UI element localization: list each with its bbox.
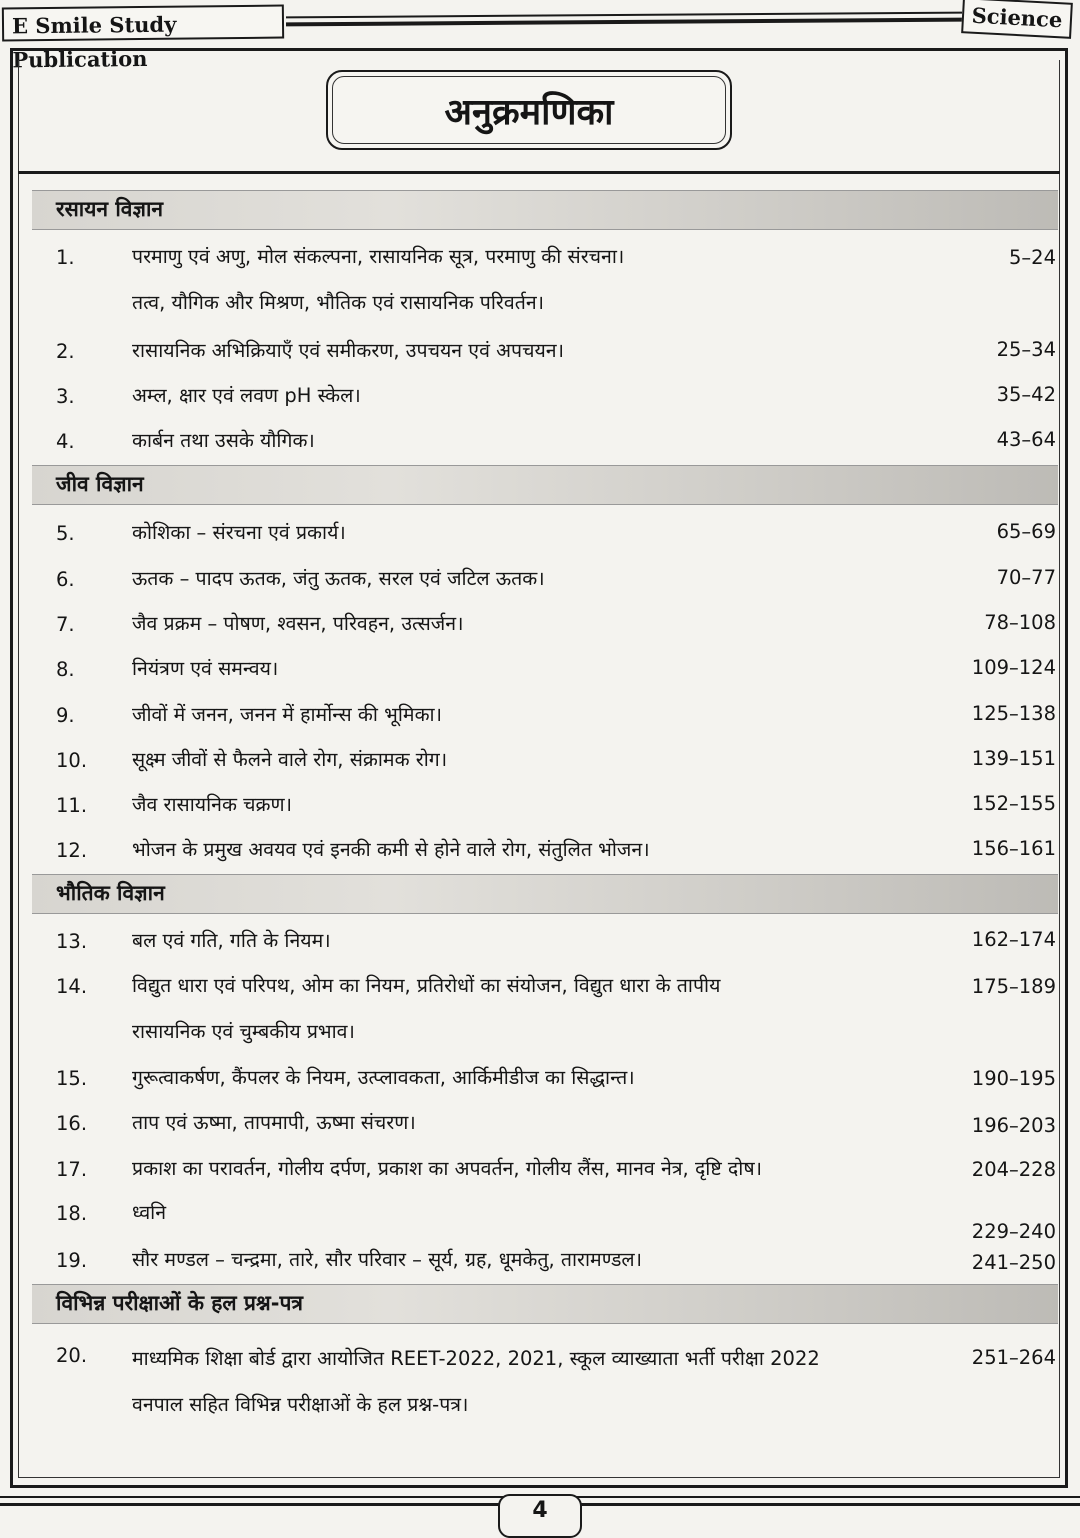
entry-pages: 43–64 <box>996 428 1056 451</box>
entry-number: 5. <box>56 522 75 545</box>
entry-number: 20. <box>56 1344 88 1367</box>
entry-pages: 152–155 <box>971 792 1056 815</box>
entry-number: 13. <box>56 930 88 953</box>
entry-title: भोजन के प्रमुख अवयव एवं इनकी कमी से होने वाले रोग, संतुलित भोजन। <box>132 838 650 861</box>
entry-title: जैव रासायनिक चक्रण। <box>132 793 292 816</box>
entry-number: 15. <box>56 1067 88 1090</box>
entry-pages: 109–124 <box>971 656 1056 679</box>
page-number: 4 <box>498 1494 582 1538</box>
entry-title-cont: रासायनिक एवं चुम्बकीय प्रभाव। <box>132 1020 355 1043</box>
page-title: अनुक्रमणिका <box>332 76 726 144</box>
entry-title: परमाणु एवं अणु, मोल संकल्पना, रासायनिक सूत्र, परमाणु की संरचना। <box>132 245 625 268</box>
entry-title: विद्युत धारा एवं परिपथ, ओम का नियम, प्रतिरोधों का संयोजन, विद्युत धारा के तापीय <box>132 974 721 997</box>
entry-number: 12. <box>56 839 88 862</box>
entry-pages: 70–77 <box>996 566 1056 589</box>
entry-title: गुरूत्वाकर्षण, कैंपलर के नियम, उत्प्लावकता, आर्किमीडीज का सिद्धान्त। <box>132 1066 635 1089</box>
entry-title: ताप एवं ऊष्मा, तापमापी, ऊष्मा संचरण। <box>132 1111 416 1134</box>
entry-number: 14. <box>56 975 88 998</box>
section-header-physics <box>32 874 1058 914</box>
entry-number: 11. <box>56 794 88 817</box>
publisher-label: E Smile Study Publication <box>2 5 284 42</box>
entry-pages: 139–151 <box>971 747 1056 770</box>
entry-pages: 229–240 <box>971 1220 1056 1243</box>
entry-title: ध्वनि <box>132 1201 167 1224</box>
entry-number: 9. <box>56 704 75 727</box>
entry-pages: 5–24 <box>1009 246 1056 269</box>
entry-pages: 162–174 <box>971 928 1056 951</box>
title-box <box>326 70 732 150</box>
entry-title: सूक्ष्म जीवों से फैलने वाले रोग, संक्रामक रोग। <box>132 748 448 771</box>
section-title: विभिन्न परीक्षाओं के हल प्रश्न-पत्र <box>56 1291 303 1315</box>
entry-title: ऊतक – पादप ऊतक, जंतु ऊतक, सरल एवं जटिल ऊतक। <box>132 567 545 590</box>
entry-title: माध्यमिक शिक्षा बोर्ड द्वारा आयोजित REET-2022, 2021, स्कूल व्याख्याता भर्ती परीक्षा 2022 <box>132 1347 820 1370</box>
section-title: भौतिक विज्ञान <box>56 881 165 905</box>
entry-number: 8. <box>56 658 75 681</box>
entry-number: 4. <box>56 430 75 453</box>
entry-title: रासायनिक अभिक्रियाएँ एवं समीकरण, उपचयन एवं अपचयन। <box>132 339 564 362</box>
entry-number: 6. <box>56 568 75 591</box>
section-header-exam-papers <box>32 1284 1058 1324</box>
entry-pages: 175–189 <box>971 975 1056 998</box>
title-divider <box>18 171 1060 174</box>
header-rule-thick <box>286 18 962 27</box>
entry-title: कार्बन तथा उसके यौगिक। <box>132 429 315 452</box>
entry-title: बल एवं गति, गति के नियम। <box>132 929 331 952</box>
entry-title: प्रकाश का परावर्तन, गोलीय दर्पण, प्रकाश का अपवर्तन, गोलीय लैंस, मानव नेत्र, दृष्टि दोष। <box>132 1157 763 1180</box>
entry-pages: 204–228 <box>971 1158 1056 1181</box>
entry-number: 2. <box>56 340 75 363</box>
section-header-biology <box>32 465 1058 505</box>
entry-pages: 25–34 <box>996 338 1056 361</box>
entry-title-cont: तत्व, यौगिक और मिश्रण, भौतिक एवं रासायनिक परिवर्तन। <box>132 291 545 314</box>
entry-number: 18. <box>56 1202 88 1225</box>
subject-label: Science <box>961 0 1073 39</box>
entry-title: जीवों में जनन, जनन में हार्मोन्स की भूमिका। <box>132 703 442 726</box>
entry-title: कोशिका – संरचना एवं प्रकार्य। <box>132 521 346 544</box>
section-title: रसायन विज्ञान <box>56 197 164 221</box>
entry-title: सौर मण्डल – चन्द्रमा, तारे, सौर परिवार – सूर्य, ग्रह, धूमकेतु, तारामण्डल। <box>132 1248 643 1271</box>
entry-number: 16. <box>56 1112 88 1135</box>
entry-pages: 78–108 <box>984 611 1056 634</box>
entry-pages: 125–138 <box>971 702 1056 725</box>
entry-number: 10. <box>56 749 88 772</box>
entry-number: 19. <box>56 1249 88 1272</box>
entry-number: 7. <box>56 613 75 636</box>
entry-title: अम्ल, क्षार एवं लवण pH स्केल। <box>132 384 361 407</box>
entry-number: 1. <box>56 246 75 269</box>
entry-pages: 251–264 <box>971 1346 1056 1369</box>
entry-pages: 196–203 <box>971 1114 1056 1137</box>
entry-number: 17. <box>56 1158 88 1181</box>
entry-pages: 241–250 <box>971 1251 1056 1274</box>
entry-number: 3. <box>56 385 75 408</box>
entry-pages: 156–161 <box>971 837 1056 860</box>
entry-title: नियंत्रण एवं समन्वय। <box>132 657 279 680</box>
entry-pages: 65–69 <box>996 520 1056 543</box>
entry-title-cont: वनपाल सहित विभिन्न परीक्षाओं के हल प्रश्न-पत्र। <box>132 1393 469 1416</box>
section-header-chemistry <box>32 190 1058 230</box>
entry-pages: 35–42 <box>996 383 1056 406</box>
entry-title: जैव प्रक्रम – पोषण, श्वसन, परिवहन, उत्सर्जन। <box>132 612 464 635</box>
section-title: जीव विज्ञान <box>56 472 144 496</box>
entry-pages: 190–195 <box>971 1067 1056 1090</box>
